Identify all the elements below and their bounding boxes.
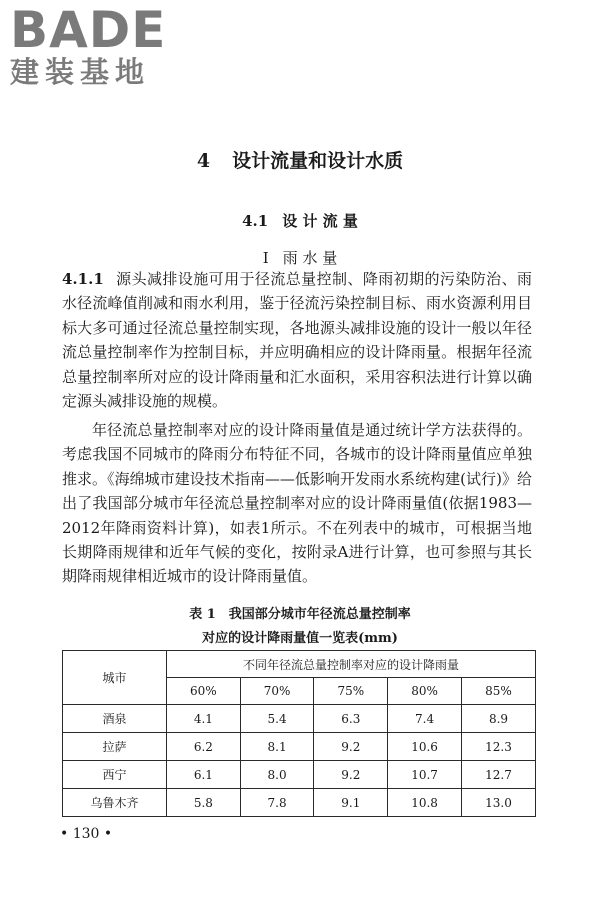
chapter-number: 4 (196, 150, 211, 172)
rate-header: 60% (167, 678, 241, 705)
section-number: 4.1 (242, 212, 269, 230)
value-cell: 6.1 (167, 761, 241, 789)
rate-header: 80% (388, 678, 462, 705)
value-cell: 6.2 (167, 733, 241, 761)
table-row (63, 733, 536, 761)
clause-text-1: 源头减排设施可用于径流总量控制、降雨初期的污染防治、雨水径流峰值削减和雨水利用，鉴于径流污染控制目标、雨水资源利用目标大多可通过径流总量控制实现，各地源头减排设施的设计一般以年径流总量控制率作为控制目标，并应明确相应的设计降雨量。根据年径流总量控制率所对应的设计降雨量和汇水面积，采用容积法进行计算以确定源头减排设施的规模。 (62, 270, 532, 411)
city-column-header: 城市 (63, 651, 167, 705)
rate-header: 85% (462, 678, 536, 705)
value-cell: 4.1 (167, 705, 241, 733)
logo-brand: BADE (10, 1, 167, 59)
table-row (63, 705, 536, 733)
city-cell: 西宁 (63, 761, 167, 789)
subsection-number: Ⅰ (262, 249, 269, 267)
city-cell: 乌鲁木齐 (63, 789, 167, 817)
value-cell: 9.2 (314, 761, 388, 789)
value-cell: 10.8 (388, 789, 462, 817)
value-cell: 13.0 (462, 789, 536, 817)
logo (10, 1, 180, 89)
rate-header: 75% (314, 678, 388, 705)
value-cell: 10.6 (388, 733, 462, 761)
clause-paragraph-2: 年径流总量控制率对应的设计降雨量值是通过统计学方法获得的。考虑我国不同城市的降雨分布特征不同，各城市的设计降雨量值应单独推求。《海绵城市建设技术指南——低影响开发雨水系统构建(试行)》给出了我国部分城市年径流总量控制率对应的设计降雨量值(依据1983—2012年降雨资料计算)，如表1所示。不在列表中的城市，可根据当地长期降雨规律和近年气候的变化，按附录A进行计算，也可参照与其长期降雨规律相近城市的设计降雨量值。 (62, 421, 532, 586)
section-heading (0, 210, 600, 231)
group-column-header: 不同年径流总量控制率对应的设计降雨量 (167, 651, 536, 678)
value-cell: 8.0 (240, 761, 314, 789)
value-cell: 9.1 (314, 789, 388, 817)
subsection-heading (0, 247, 600, 268)
value-cell: 10.7 (388, 761, 462, 789)
table-row (63, 789, 536, 817)
value-cell: 5.4 (240, 705, 314, 733)
table-caption-line-1: 表 1 我国部分城市年径流总量控制率 (189, 607, 411, 622)
rainfall-table (62, 650, 536, 817)
value-cell: 12.3 (462, 733, 536, 761)
value-cell: 5.8 (167, 789, 241, 817)
page-number: • 130 • (60, 826, 113, 842)
value-cell: 9.2 (314, 733, 388, 761)
value-cell: 7.8 (240, 789, 314, 817)
value-cell: 12.7 (462, 761, 536, 789)
city-cell: 酒泉 (63, 705, 167, 733)
value-cell: 6.3 (314, 705, 388, 733)
subsection-title: 雨 水 量 (282, 249, 338, 267)
city-cell: 拉萨 (63, 733, 167, 761)
value-cell: 8.1 (240, 733, 314, 761)
table-caption-line-2: 对应的设计降雨量值一览表(mm) (202, 631, 398, 646)
chapter-heading (0, 146, 600, 173)
logo-subtitle: 建装基地 (10, 55, 151, 89)
value-cell: 7.4 (388, 705, 462, 733)
section-title: 设 计 流 量 (282, 212, 358, 230)
chapter-title: 设计流量和设计水质 (232, 150, 404, 172)
clause-number: 4.1.1 (62, 270, 104, 288)
rate-header: 70% (240, 678, 314, 705)
table-row (63, 761, 536, 789)
value-cell: 8.9 (462, 705, 536, 733)
clause-paragraph-1 (62, 267, 532, 413)
